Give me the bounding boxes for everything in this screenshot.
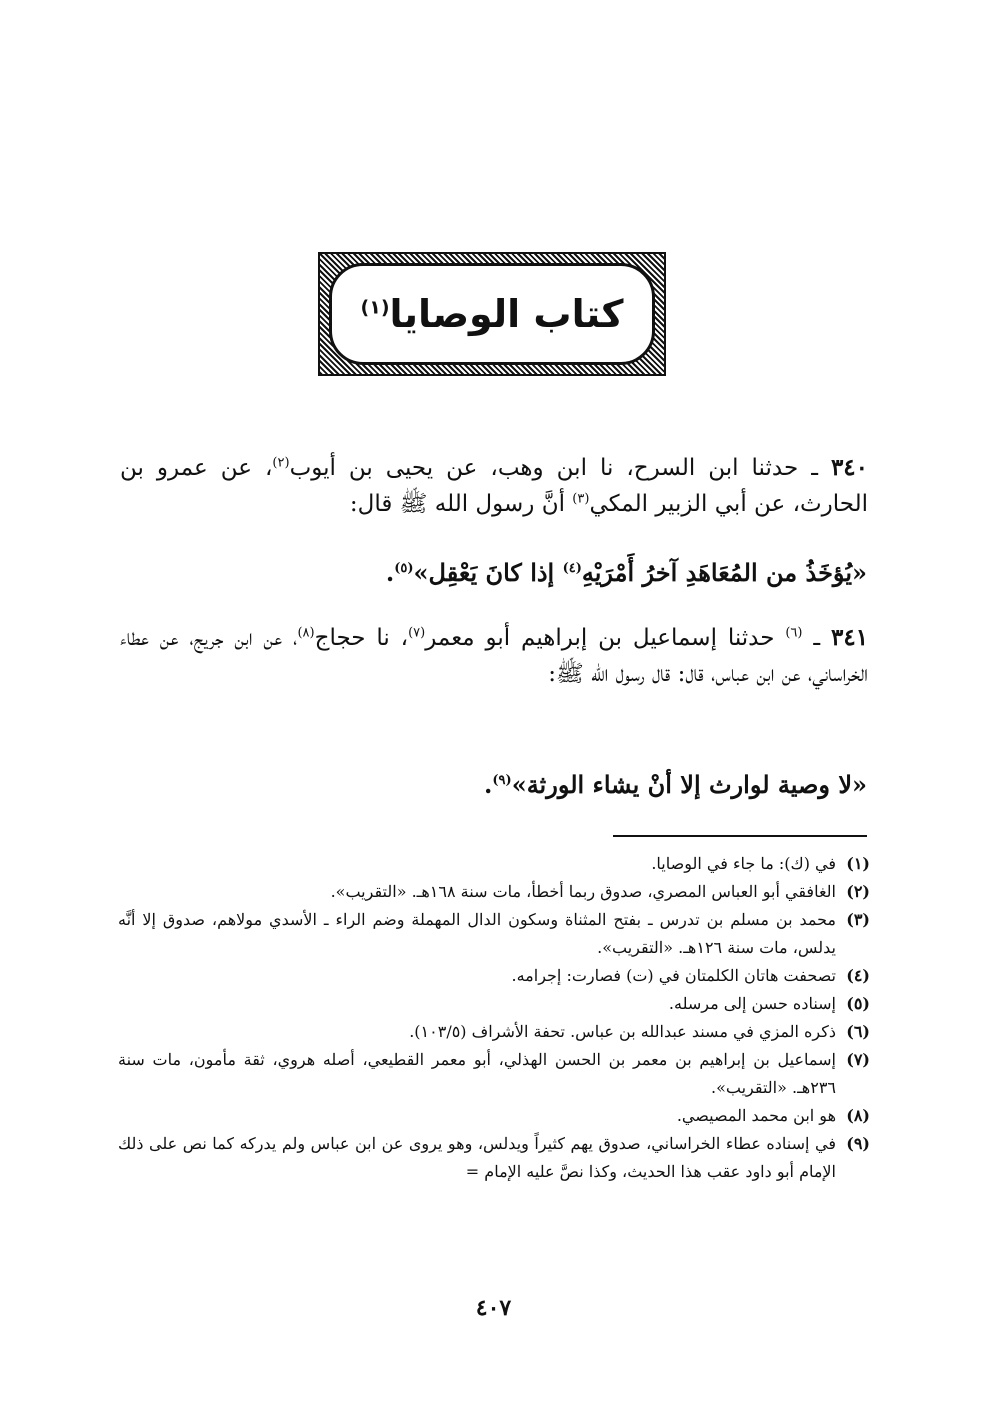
- footnote-1: [118, 850, 870, 878]
- footnote-number: (٣): [846, 910, 870, 929]
- chapter-title: [361, 292, 624, 336]
- hadith-341-line1-mid: ، نا حجاج: [314, 625, 409, 651]
- footnote-text: إسماعيل بن إبراهيم بن معمر بن الحسن الهذلي، أبو معمر القطيعي، أصله هروي، ثقة مأمون، مات سنة ٢٣٦هـ. «التقريب».: [118, 1050, 836, 1097]
- footnote-number: (٦): [846, 1022, 870, 1041]
- hadith-341-ref7: (٧): [408, 625, 426, 641]
- hadith-341-dash: ـ: [813, 625, 821, 651]
- footnote-text: هو ابن محمد المصيصي.: [676, 1106, 836, 1125]
- footnote-text: ذكره المزي في مسند عبدالله بن عباس. تحفة الأشراف (١٠٣/٥).: [409, 1022, 836, 1041]
- footnote-text: الغافقي أبو العباس المصري، صدوق ربما أخطأ، مات سنة ١٦٨هـ. «التقريب».: [330, 882, 836, 901]
- footnote-text: في (ك): ما جاء في الوصايا.: [651, 854, 836, 873]
- footnote-8: [118, 1102, 870, 1130]
- footnote-number: (٥): [846, 994, 870, 1013]
- hadith-340-number: ٣٤٠: [830, 454, 869, 481]
- hadith-340: [120, 450, 868, 522]
- footnote-3: [118, 906, 870, 962]
- hadith-340-quote-ref4: (٤): [562, 561, 582, 576]
- hadith-340-line1: ـ حدثنا ابن السرح، نا ابن وهب، عن يحيى بن أيوب: [289, 455, 818, 481]
- hadith-340-line2: عمرو بن الحارث، عن أبي الزبير المكي: [120, 455, 868, 517]
- hadith-340-line2-end: أنَّ رسول الله ﷺ قال:: [349, 491, 565, 517]
- hadith-341-line1-end: ، عن: [263, 625, 298, 651]
- hadith-340-ref3: (٣): [572, 491, 590, 507]
- footnotes: [118, 850, 870, 1186]
- footnote-separator: [613, 835, 867, 837]
- title-inner-box: [329, 263, 655, 365]
- footnote-7: [118, 1046, 870, 1102]
- footnote-number: (٨): [846, 1106, 870, 1125]
- hadith-341: [120, 620, 868, 692]
- footnote-text: تصحفت هاتان الكلمتان في (ت) فصارت: إجرامه.: [511, 966, 836, 985]
- hadith-340-quote: [386, 558, 867, 587]
- footnote-number: (٤): [846, 966, 870, 985]
- chapter-title-ref: (١): [360, 296, 390, 319]
- hadith-340-quote-ref5: (٥): [394, 561, 414, 576]
- hadith-341-number: ٣٤١: [830, 624, 869, 651]
- hadith-341-line1: حدثنا إسماعيل بن إبراهيم أبو معمر: [425, 625, 775, 651]
- footnote-6: [118, 1018, 870, 1046]
- footnote-4: [118, 962, 870, 990]
- hadith-340-ref2: (٢): [272, 455, 290, 471]
- hadith-341-quote-ref9: (٩): [492, 773, 512, 788]
- footnote-text: في إسناده عطاء الخراساني، صدوق يهم كثيراً ويدلس، وهو يروى عن ابن عباس ولم يدركه كما نص على ذلك الإمام أبو داود عقب هذا الحديث، وكذا نصَّ عليه الإمام =: [118, 1134, 836, 1181]
- footnote-2: [118, 878, 870, 906]
- footnote-number: (٧): [846, 1050, 870, 1069]
- footnote-text: محمد بن مسلم بن تدرس ـ بفتح المثناة وسكون الدال المهملة وضم الراء ـ الأسدي مولاهم، صدوق إلا أنَّه يدلس، مات سنة ١٢٦هـ. «التقريب».: [118, 910, 836, 957]
- footnote-text: إسناده حسن إلى مرسله.: [668, 994, 836, 1013]
- hadith-341-ref8: (٨): [297, 625, 315, 641]
- footnote-number: (٢): [846, 882, 870, 901]
- hadith-341-line2: ابن جريج، عن عطاء الخراساني، عن ابن عباس، قال: قال: [120, 625, 868, 687]
- hadith-340-quote-end: .: [385, 558, 395, 587]
- hadith-341-quote-text: «لا وصية لوارث إلا أنْ يشاء الورثة»: [511, 770, 867, 799]
- footnote-5: [118, 990, 870, 1018]
- hadith-341-quote-end: .: [484, 770, 493, 799]
- hadith-340-quote-text: «يُؤخَذُ من المُعَاهَدِ آخرُ أَمْرَيْهِ: [581, 558, 867, 587]
- hadith-341-quote: [484, 770, 867, 799]
- footnote-9: [118, 1130, 870, 1186]
- title-frame: [318, 252, 666, 376]
- hadith-341-ref6: (٦): [785, 625, 803, 641]
- footnote-number: (٩): [846, 1134, 870, 1153]
- hadith-341-line3: رسول الله ﷺ:: [548, 661, 645, 687]
- footnote-number: (١): [846, 854, 870, 873]
- page-number: ٤٠٧: [475, 1295, 512, 1321]
- hadith-340-quote-mid: إذا كانَ يَعْقِل»: [413, 558, 555, 587]
- chapter-title-text: كتاب الوصايا: [389, 292, 624, 336]
- hadith-340-line1-end: ، عن: [220, 455, 273, 481]
